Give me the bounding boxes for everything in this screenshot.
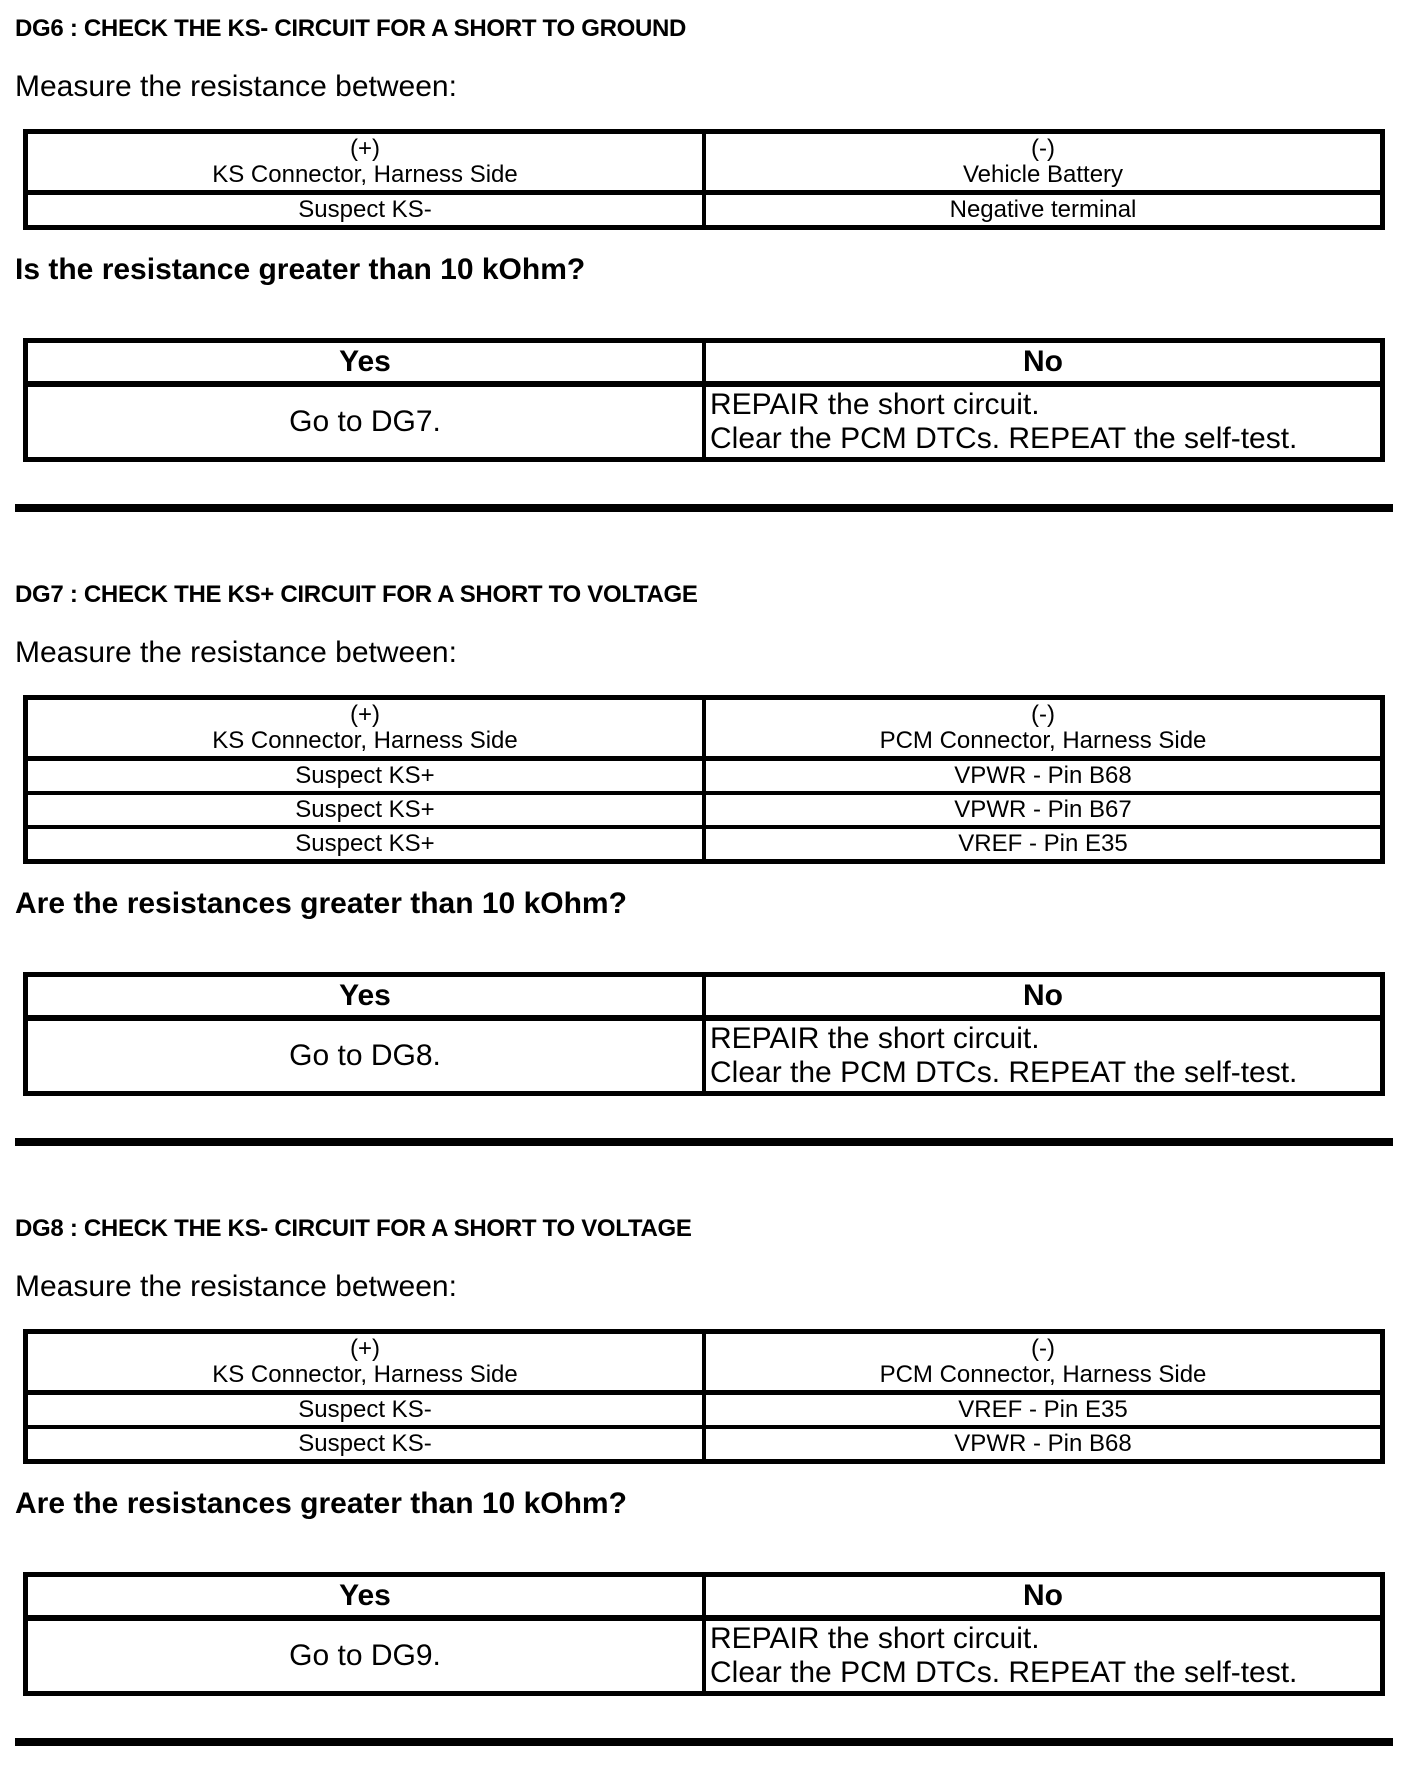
result-table-row [26,1618,1383,1694]
yes-action-cell: Go to DG9. [26,1618,705,1694]
yes-action-cell: Go to DG7. [26,384,705,460]
measure-table-header-row [26,1332,1383,1393]
result-table-row [26,384,1383,460]
section-heading: DG7 : CHECK THE KS+ CIRCUIT FOR A SHORT TO VOLTAGE [15,581,698,608]
no-action-line1: REPAIR the short circuit. [710,1022,1040,1055]
measure-table-row [26,1427,1383,1462]
question-text: Are the resistances greater than 10 kOhm? [15,887,627,920]
negative-sign: (-) [1031,701,1055,728]
positive-header-cell [26,698,705,759]
instruction-text: Measure the resistance between: [15,636,457,669]
positive-sign: (+) [350,135,380,162]
yes-header-cell: Yes [26,341,705,385]
no-header-cell: No [704,975,1383,1019]
yes-action-cell: Go to DG8. [26,1018,705,1094]
no-action-cell [704,1018,1383,1094]
positive-sign: (+) [350,701,380,728]
no-action-line2: Clear the PCM DTCs. REPEAT the self-test. [710,1656,1298,1689]
question-text: Is the resistance greater than 10 kOhm? [15,253,586,286]
no-action-line1: REPAIR the short circuit. [710,388,1040,421]
measure-table-row [26,1393,1383,1428]
negative-value-cell: Negative terminal [704,193,1383,228]
positive-label: KS Connector, Harness Side [212,1361,518,1388]
negative-label: PCM Connector, Harness Side [879,1361,1207,1388]
measure-table-row [26,827,1383,862]
result-table-header-row [26,1575,1383,1619]
negative-value-cell: VREF - Pin E35 [704,1393,1383,1428]
positive-value-cell: Suspect KS- [26,1427,705,1462]
result-table-header-row [26,975,1383,1019]
question-text: Are the resistances greater than 10 kOhm? [15,1487,627,1520]
no-action-line1: REPAIR the short circuit. [710,1622,1040,1655]
negative-label: Vehicle Battery [962,161,1124,188]
result-table [23,338,1385,462]
positive-value-cell: Suspect KS+ [26,759,705,794]
measure-table [23,695,1385,864]
positive-header-cell [26,132,705,193]
measure-table-header-row [26,132,1383,193]
positive-label: KS Connector, Harness Side [212,727,518,754]
no-action-cell [704,1618,1383,1694]
yes-header-cell: Yes [26,975,705,1019]
negative-value-cell: VPWR - Pin B68 [704,759,1383,794]
test-step-dg8 [15,1214,1393,1746]
no-action-cell [704,384,1383,460]
section-divider [15,504,1393,512]
positive-value-cell: Suspect KS+ [26,793,705,827]
positive-value-cell: Suspect KS- [26,1393,705,1428]
negative-header-cell [704,1332,1383,1393]
positive-value-cell: Suspect KS+ [26,827,705,862]
section-divider [15,1738,1393,1746]
no-action-line2: Clear the PCM DTCs. REPEAT the self-test. [710,422,1298,455]
no-action-line2: Clear the PCM DTCs. REPEAT the self-test. [710,1056,1298,1089]
negative-label: PCM Connector, Harness Side [879,727,1207,754]
negative-value-cell: VPWR - Pin B68 [704,1427,1383,1462]
negative-value-cell: VREF - Pin E35 [704,827,1383,862]
measure-table-header-row [26,698,1383,759]
section-heading: DG8 : CHECK THE KS- CIRCUIT FOR A SHORT TO VOLTAGE [15,1215,692,1242]
positive-sign: (+) [350,1335,380,1362]
measure-table-row [26,759,1383,794]
negative-value-cell: VPWR - Pin B67 [704,793,1383,827]
no-header-cell: No [704,341,1383,385]
measure-table [23,129,1385,230]
result-table-row [26,1018,1383,1094]
measure-table-row [26,793,1383,827]
result-table [23,972,1385,1096]
positive-header-cell [26,1332,705,1393]
test-step-dg6 [15,14,1393,512]
no-header-cell: No [704,1575,1383,1619]
instruction-text: Measure the resistance between: [15,1270,457,1303]
negative-header-cell [704,698,1383,759]
section-heading: DG6 : CHECK THE KS- CIRCUIT FOR A SHORT TO GROUND [15,15,687,42]
section-divider [15,1138,1393,1146]
positive-value-cell: Suspect KS- [26,193,705,228]
negative-sign: (-) [1031,135,1055,162]
negative-header-cell [704,132,1383,193]
measure-table-row [26,193,1383,228]
result-table [23,1572,1385,1696]
instruction-text: Measure the resistance between: [15,70,457,103]
result-table-header-row [26,341,1383,385]
yes-header-cell: Yes [26,1575,705,1619]
test-step-dg7 [15,580,1393,1146]
positive-label: KS Connector, Harness Side [212,161,518,188]
measure-table [23,1329,1385,1464]
negative-sign: (-) [1031,1335,1055,1362]
